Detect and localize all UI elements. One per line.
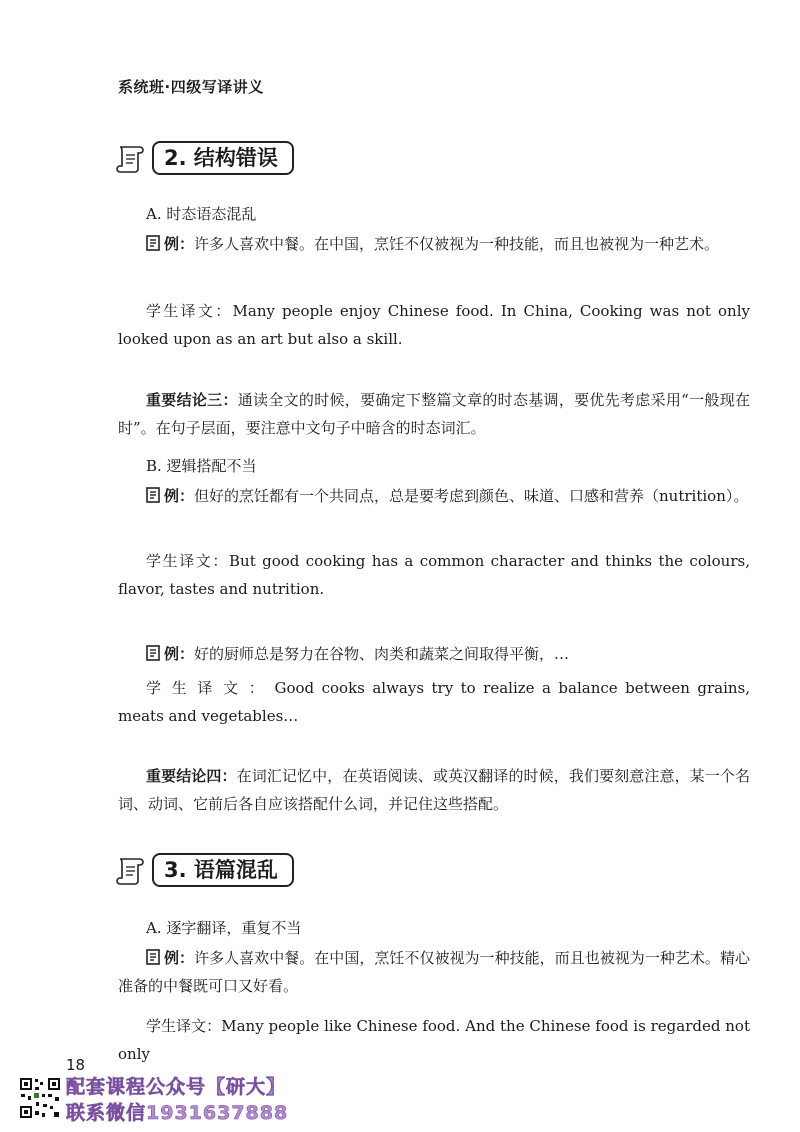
conclusion-4 <box>118 762 750 818</box>
student-translation-1 <box>118 297 750 353</box>
student-text: Good cooks always try to realize a balance between grains, meats and vegetables… <box>118 679 750 725</box>
scroll-icon <box>114 853 148 887</box>
example-label: 例： <box>164 949 195 967</box>
student-label: 学生译文： <box>146 679 275 697</box>
example-4 <box>118 944 750 1000</box>
student-label: 学生译文： <box>146 302 233 320</box>
watermark-line-1: 配套课程公众号【研大】 <box>66 1076 287 1098</box>
example-3 <box>118 640 750 668</box>
watermark-line-2: 联系微信1931637888 <box>66 1102 289 1124</box>
example-icon <box>146 949 160 965</box>
section-title: 3. 语篇混乱 <box>152 853 294 887</box>
student-label: 学生译文： <box>146 1017 222 1035</box>
conclusion-text: 通读全文的时候，要确定下整篇文章的时态基调，要优先考虑采用“一般现在时”。在句子层面，要注意中文句子中暗含的时态词汇。 <box>118 391 750 437</box>
example-icon <box>146 645 160 661</box>
conclusion-text: 在词汇记忆中，在英语阅读、或英汉翻译的时候，我们要刻意注意，某一个名词、动词、它前后各自应该搭配什么词，并记住这些搭配。 <box>118 767 750 813</box>
example-label: 例： <box>164 645 195 663</box>
example-label: 例： <box>164 487 195 505</box>
example-icon <box>146 487 160 503</box>
student-label: 学生译文： <box>146 552 230 570</box>
example-2 <box>118 482 750 510</box>
subheading-a-3: A. 逐字翻译，重复不当 <box>146 919 302 937</box>
page-number: 18 <box>66 1056 86 1074</box>
example-text: 许多人喜欢中餐。在中国，烹饪不仅被视为一种技能，而且也被视为一种艺术。精心准备的中餐既可口又好看。 <box>118 949 750 995</box>
example-1 <box>118 230 750 258</box>
student-translation-4 <box>118 1012 750 1068</box>
student-text: Many people like Chinese food. And the Chinese food is regarded not only <box>118 1017 750 1063</box>
student-translation-2 <box>118 547 750 603</box>
example-label: 例： <box>164 235 195 253</box>
conclusion-3 <box>118 386 750 442</box>
section-title: 2. 结构错误 <box>152 141 294 175</box>
scroll-icon <box>114 141 148 175</box>
example-icon <box>146 235 160 251</box>
student-translation-3 <box>118 674 750 730</box>
section-heading-3 <box>114 852 294 888</box>
qr-code-icon <box>18 1076 62 1120</box>
example-text: 许多人喜欢中餐。在中国，烹饪不仅被视为一种技能，而且也被视为一种艺术。 <box>194 235 720 253</box>
student-text: But good cooking has a common character and thinks the colours, flavor, tastes and nutrition. <box>118 552 750 598</box>
page-header: 系统班·四级写译讲义 <box>118 78 264 96</box>
example-text: 但好的烹饪都有一个共同点，总是要考虑到颜色、味道、口感和营养（nutrition）。 <box>194 487 749 505</box>
student-text: Many people enjoy Chinese food. In China, Cooking was not only looked upon as an art but also a skill. <box>118 302 750 348</box>
example-text: 好的厨师总是努力在谷物、肉类和蔬菜之间取得平衡，… <box>194 645 570 663</box>
subheading-b: B. 逻辑搭配不当 <box>146 457 257 475</box>
section-heading-2 <box>114 140 294 176</box>
conclusion-label: 重要结论三： <box>146 391 238 409</box>
subheading-a: A. 时态语态混乱 <box>146 205 257 223</box>
conclusion-label: 重要结论四： <box>146 767 237 785</box>
